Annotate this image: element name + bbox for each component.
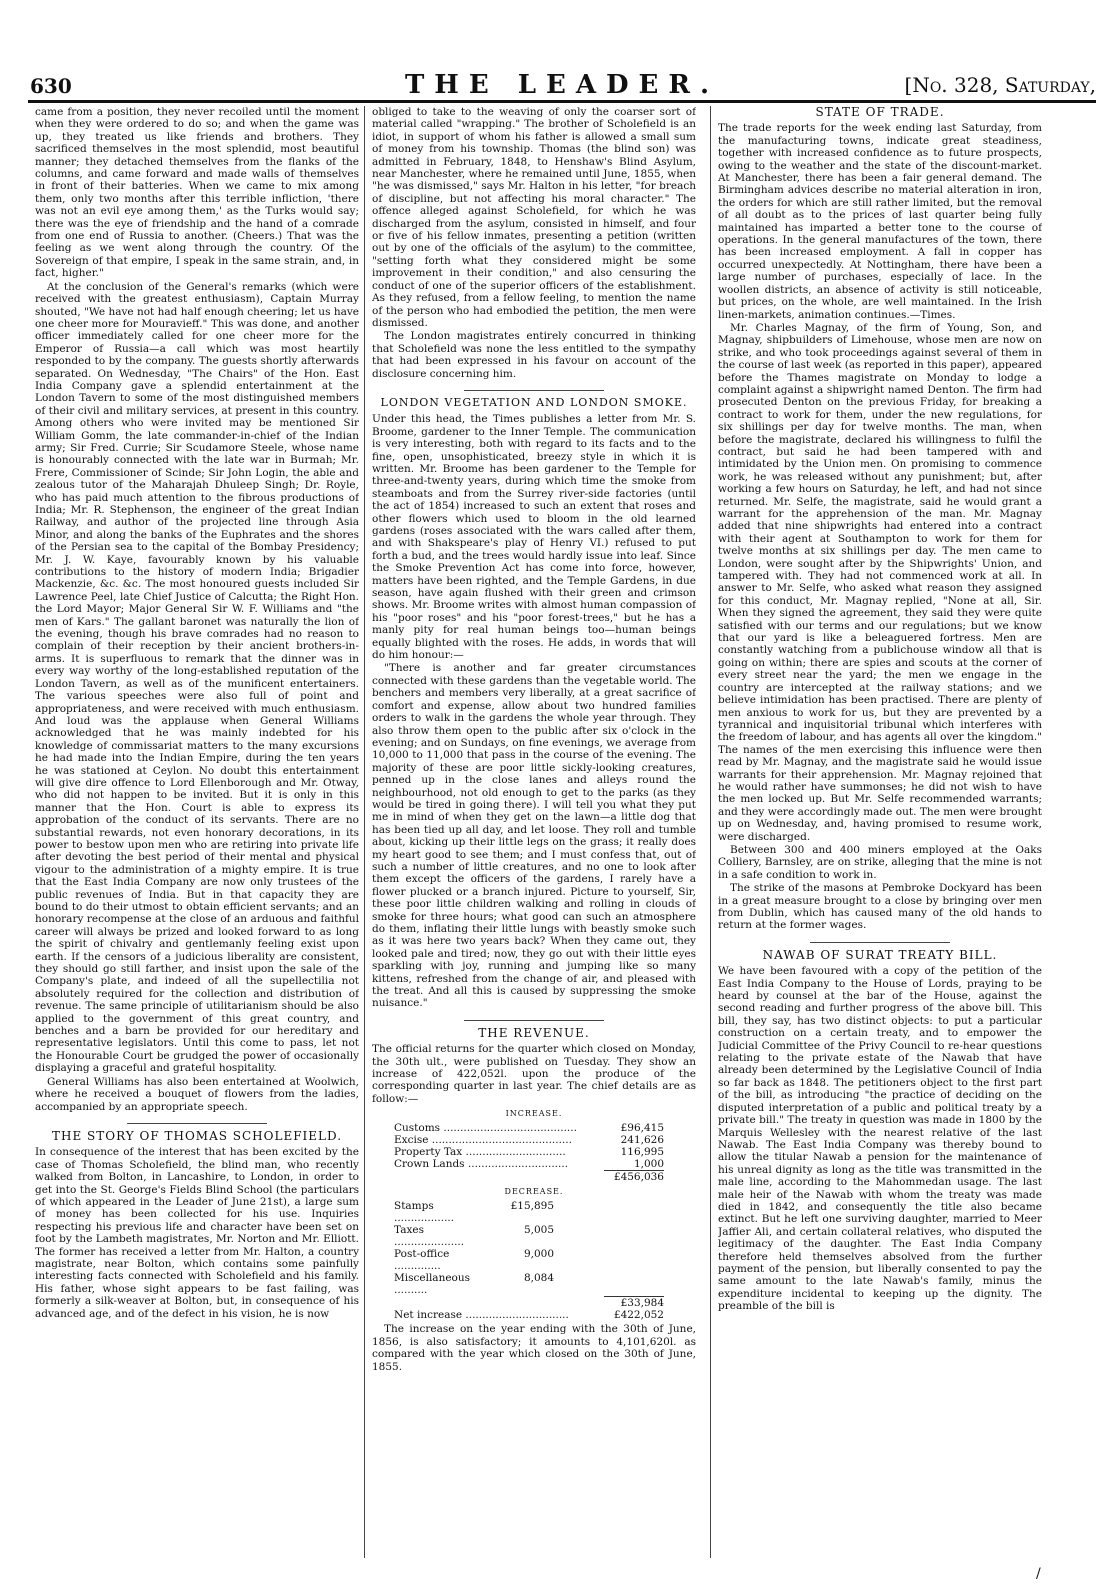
row-value: £96,415	[620, 1122, 664, 1135]
row-value: 1,000	[633, 1158, 664, 1171]
table-row	[372, 1134, 696, 1146]
newspaper-title: THE LEADER.	[404, 70, 720, 100]
section-divider	[464, 1020, 604, 1021]
decrease-total: £33,984	[604, 1296, 664, 1309]
article-paragraph: At the conclusion of the General's remarks (which were received with the greatest enthusiasm), Captain Murray shouted, "We have not had half enough cheering; let us have one cheer more for Mouravieff." This was done, and another officer immediately called for one cheer more for the Emperor of Russia—a call which was most heartily responded to by the company. The guests shortly afterwards separated. On Wednesday, "The Chairs" of the Hon. East India Company gave a splendid entertainment at the London Tavern to some of the most distinguished members of their civil and military services, at present in this country. Among others who were invited may be mentioned Sir William Gomm, the late commander-in-chief of the Indian army; Sir Fred. Currie; Sir Scudamore Steele, whose name is honourably connected with the late war in Burmah; Mr. Frere, Commissioner of Scinde; Sir John Login, the able and zealous tutor of the Maharajah Dhuleep Singh; Dr. Royle, who has paid much attention to the fibrous productions of India; Mr. R. Stephenson, the engineer of the great Indian Railway, and author of the projected line through Asia Minor, and along the banks of the Euphrates and the shores of the Persian sea to the capital of the Bombay Presidency; Mr. J. W. Kaye, favourably known by his valuable contributions to the history of modern India; Brigadier Mackenzie, &c. &c. The most honoured guests included Sir Lawrence Peel, late Chief Justice of Calcutta; the Right Hon. the Lord Mayor; Major General Sir W. F. Williams and "the men of Kars." The gallant baronet was naturally the lion of the evening, though his brave comrades had no reason to complain of their reception by their ancient brothers-in-arms. It is superfluous to remark that the dinner was in every way worthy of the long-established reputation of the London Tavern, as well as of the munificent entertainers. The various speeches were also full of point and appropriateness, and were received with much enthusiasm. And loud was the applause when General Williams acknowledged that he was mainly indebted for his knowledge of commissariat matters to the many excursions he had made into the Indian Empire, during the ten years he was stationed at Ceylon. No doubt this entertainment will give dire offence to Lord Ellenborough and Mr. Otway, who did not happen to be invited. But it is only in this manner that the Hon. Court is able to express its approbation of the conduct of its servants. There are no substantial rewards, not even honorary decorations, in its power to bestow upon men who are retiring into private life after devoting the best period of their mental and physical vigour to the administration of a mighty empire. It is true that the East India Company are now only trustees of the public revenues of India. But in that capacity they are bound to do their utmost to obtain efficient servants; and an honorary recompense at the close of an arduous and faithful career will always be prized and looked forward to as long the spirit of chivalry and gentlemanly feeling exist upon earth. If the censors of a judicious liberality are consistent, they should go still farther, and insist upon the sale of the Company's plate, and indeed of all the supellectilia not absolutely required for the collection and distribution of revenue. The same principle of utilitarianism should be also applied to the government of this great country, and benches and a barn be provided for our hereditary and representative legislators. Until this come to pass, let not the Honourable Court be grudged the power of occasionally displaying a graceful and grateful hospitality.	[35, 280, 359, 1075]
section-divider	[464, 390, 604, 391]
table-row	[372, 1309, 696, 1321]
column-1	[35, 106, 359, 1558]
increase-label: INCREASE.	[505, 1109, 563, 1119]
article-paragraph: In consequence of the interest that has been excited by the case of Thomas Scholefield, the blind man, who recently walked from Bolton, in Lancashire, to London, in order to get into the St. George's Fields Blind School (the particulars of which appeared in the Leader of June 21st), a large sum of money has been collected for his use. Inquiries respecting his previous life and character have been set on foot by the Lambeth magistrates, Mr. Norton and Mr. Elliott. The former has received a letter from Mr. Halton, a country magistrate, near Bolton, which contains some painfully interesting facts connected with Scholefield and his family. His father, whose sight appears to be fast failing, was formerly a silk-weaver at Bolton, but, in consequence of his advanced age, and of the defect in his vision, he is now	[35, 1146, 359, 1320]
column-2	[372, 106, 696, 1558]
row-label: Crown Lands ..............................	[394, 1158, 569, 1171]
increase-total: £456,036	[604, 1170, 664, 1183]
row-value: £15,895	[510, 1200, 554, 1213]
row-label: Property Tax ..............................	[394, 1146, 566, 1159]
article-paragraph: The increase on the year ending with the 30th of June, 1856, is also satisfactory; it amounts to 4,101,620l. as compared with the year which closed on the 30th of June, 1855.	[372, 1323, 696, 1373]
table-row	[372, 1224, 696, 1248]
row-value: 5,005	[523, 1224, 554, 1237]
row-value: 9,000	[523, 1248, 554, 1261]
row-label: Stamps ..................	[394, 1200, 455, 1225]
table-row	[372, 1200, 696, 1224]
section-heading-revenue: THE REVENUE.	[478, 1025, 590, 1040]
section-divider	[810, 942, 950, 943]
table-row	[372, 1122, 696, 1134]
article-paragraph: came from a position, they never recoiled until the moment when they were ordered to do so; and when the game was up, they treated us like friends and brothers. They sacrificed themselves in the most splendid, most beautiful manner; they detached themselves from the flanks of the columns, and came forward and made walls of themselves in front of their batteries. When we came to mix among them, only two months after this terrible infliction, 'there was not an evil eye among them,' as the Turks would say; there was the eye of friendship and the hand of a comrade from one end of Russia to another. (Cheers.) That was the feeling as we went along through the country. Of the Sovereign of that empire, I speak in the same strain, and, in fact, higher."	[35, 106, 359, 280]
article-paragraph: We have been favoured with a copy of the petition of the East India Company to the House of Lords, praying to be heard by counsel at the bar of the House, against the second reading and further progress of the above bill. This bill, they say, has two distinct objects: to put a particular construction on a certain treaty, and to empower the Judicial Committee of the Privy Council to re-hear questions relating to the private estate of the Nawab that have already been determined by the Legislative Council of India so far back as 1848. The petitioners object to the first part of the bill, as introducing "the practice of deciding on the disputed interpretation of a public and political treaty by a private bill." The treaty in question was made in 1800 by the Marquis Wellesley with the nearest relative of the last Nawab. The East India Company was thereby bound to allow the titular Nawab a pension for the maintenance of his unreal dignity as long as the title was transmitted in the male line, according to the Mahommedan usage. The last male heir of the Nawab with whom the treaty was made died in 1842, and consequently the title also became extinct. But he left one surviving daughter, married to Meer Jaffier Ali, and certain collateral relatives, who disputed the legitimacy of the daughter. The East India Company therefore held themselves absolved from the further payment of the pension, but liberally consented to pay the same amount to the late Nawab's family, minus the expenditure incidental to keeping up the dignity. The preamble of the bill is	[718, 965, 1042, 1313]
row-label: Miscellaneous ..........	[394, 1272, 471, 1297]
masthead	[28, 70, 1096, 100]
decrease-label: DECREASE.	[504, 1187, 564, 1197]
row-label: Taxes .....................	[394, 1224, 465, 1249]
section-heading-vegetation: LONDON VEGETATION AND LONDON SMOKE.	[380, 395, 688, 409]
table-row	[372, 1248, 696, 1272]
row-label: Excise ..........................................	[394, 1134, 572, 1147]
article-paragraph: The strike of the masons at Pembroke Dockyard has been in a great measure brought to a close by bringing over men from Dublin, which has caused many of the old hands to return at the former wages.	[718, 882, 1042, 932]
issue-number: [No. 328, Saturday,	[904, 73, 1096, 97]
section-heading-scholefield: THE STORY OF THOMAS SCHOLEFIELD.	[51, 1128, 343, 1143]
article-paragraph: Under this head, the Times publishes a letter from Mr. S. Broome, gardener to the Inner Temple. The communication is very interesting, both with regard to its facts and to the fine, open, unsophisticated, breezy style in which it is written. Mr. Broome has been gardener to the Temple for three-and-twenty years, during which time the smoke from steamboats and from the Surrey river-side factories (until the act of 1854) increased to such an extent that roses and other flowers which used to bloom in the old learned gardens (roses associated with the wars called after them, and with Shakspeare's play of Henry VI.) refused to put forth a bud, and the trees would hardly issue into leaf. Since the Smoke Prevention Act has come into force, however, matters have been righted, and the Temple Gardens, in due season, have again flushed with their green and crimson shows. Mr. Broome writes with almost human compassion of his "poor roses" and his "poor forest-trees," but he has a manly pity for real human beings too—human beings equally blighted with the roses. He adds, in words that will do him honour:—	[372, 413, 696, 662]
row-value: 8,084	[523, 1272, 554, 1285]
article-paragraph: General Williams has also been entertained at Woolwich, where he received a bouquet of flowers from the ladies, accompanied by an appropriate speech.	[35, 1075, 359, 1113]
article-paragraph: The trade reports for the week ending last Saturday, from the manufacturing towns, indicate great steadiness, together with increased confidence as to future prospects, owing to the weather and the state of the discount-market. At Manchester, there has been a fair general demand. The Birmingham advices describe no material alteration in iron, the orders for which are still rather limited, but the removal of all doubt as to the prices of last quarter being fully maintained has imparted a better tone to the course of operations. In the general manufactures of the town, there has been increased employment. A fall in copper has occurred unexpectedly. At Nottingham, there have been a large number of purchases, especially of lace. In the woollen districts, an absence of activity is still noticeable, but prices, on the whole, are well maintained. In the Irish linen-markets, animation continues.—Times.	[718, 122, 1042, 321]
net-label: Net increase ...............................	[394, 1309, 569, 1322]
section-heading-nawab: NAWAB OF SURAT TREATY BILL.	[762, 947, 998, 962]
article-paragraph: The official returns for the quarter which closed on Monday, the 30th ult., were published on Tuesday. They show an increase of 422,052l. upon the produce of the corresponding quarter in last year. The chief details are as follow:—	[372, 1043, 696, 1105]
article-paragraph: obliged to take to the weaving of only the coarser sort of material called "wrapping." The brother of Scholefield is an idiot, in support of whom his father is allowed a small sum of money from his township. Thomas (the blind son) was admitted in February, 1848, to Henshaw's Blind Asylum, near Manchester, where he remained until June, 1855, when "he was dismissed," says Mr. Halton in his letter, "for breach of discipline, but not affecting his moral character." The offence alleged against Scholefield, for which he was discharged from the asylum, consisted in himself, and four or five of his fellow inmates, presenting a petition (written out by one of the officials of the asylum) to the committee, "setting forth what they considered might be some improvement in their condition," and also censuring the conduct of one of the superior officers of the establishment. As they refused, from a fellow feeling, to mention the name of the person who had embodied the petition, the men were dismissed.	[372, 106, 696, 329]
article-paragraph: Mr. Charles Magnay, of the firm of Young, Son, and Magnay, shipbuilders of Limehouse, whose men are now on strike, and who took proceedings against several of them in the course of last week (as reported in this paper), appeared before the Thames magistrate on Monday to lodge a complaint against a shipwright named Denton. The firm had prosecuted Denton on the previous Friday, for breaking a contract to work for them, under the new regulations, for six shillings per day for twelve months. The man, when before the magistrate, declared his willingness to fulfil the contract, but said he had been tampered with and intimidated by the Union men. On promising to commence work, he was released without any punishment; but, after working a few hours on Saturday, he left, and had not since returned. Mr. Selfe, the magistrate, said he would grant a warrant for the apprehension of the man. Mr. Magnay added that nine shipwrights had entered into a contract with their agent at Southampton to work for them for twelve months at six shillings per day. The men came to London, were sought after by the Shipwrights' Union, and tampered with. They had not commenced work at all. In answer to Mr. Selfe, who asked what reason they assigned for this conduct, Mr. Magnay replied, "None at all, Sir. When they signed the agreement, they said they were quite satisfied with our terms and our regulations; but we know that our yard is like a beleaguered fortress. Men are constantly watching from a publichouse window all that is going on within; there are spies and scouts at the corner of every street near the yard; the men we engage in the country are intercepted at the railway stations; and we believe intimidation has been practised. There are plenty of men anxious to work for us, but they are prevented by a tyrannical and inquisitorial tribunal which interferes with the freedom of labour, and has agents all over the kingdom." The names of the men exercising this influence were then read by Mr. Magnay, and the magistrate said he would issue warrants for their apprehension. Mr. Magnay rejoined that he would rather have summonses; he did not wish to have the men locked up. But Mr. Selfe recommended warrants; and they were accordingly made out. The men were brought up on Wednesday, and, having promised to resume work, were discharged.	[718, 321, 1042, 843]
row-label: Post-office ..............	[394, 1248, 450, 1273]
top-rule	[28, 100, 1096, 103]
row-value: 241,626	[620, 1134, 664, 1147]
table-row	[372, 1170, 696, 1183]
row-value: 116,995	[620, 1146, 664, 1159]
revenue-table	[372, 1108, 696, 1321]
column-divider	[710, 106, 711, 1558]
page-number: 630	[30, 74, 72, 98]
section-divider	[127, 1123, 267, 1124]
article-paragraph: "There is another and far greater circumstances connected with these gardens than the vegetable world. The benchers and members very liberally, at a great sacrifice of comfort and expense, allow about two hundred families orders to walk in the gardens the whole year through. They also throw them open to the public after six o'clock in the evening; and on Sundays, on fine evenings, we average from 10,000 to 11,000 that pass in the course of the evening. The majority of these are poor little sickly-looking creatures, penned up in the close lanes and alleys round the neighbourhood, not old enough to get to the parks (as they would be tired in going there). I will tell you what they put me in mind of when they get on the lawn—a little dog that has been tied up all day, and let loose. They roll and tumble about, kicking up their little legs on the grass; it really does my heart good to see them; and I must confess that, out of such a number of little creatures, and no one to look after them except the officers of the gardens, I rarely have a flower plucked or a branch injured. Picture to yourself, Sir, these poor little children walking and rolling in clouds of smoke for three hours; what good can such an atmosphere do them, inflating their little lungs with beastly smoke such as it was here two years back? When they came out, they looked pale and tired; now, they go out with their little eyes sparkling with joy, running and jumping like so many kittens, refreshed from the change of air, and pleased with the treat. And all this is caused by suppressing the smoke nuisance."	[372, 662, 696, 1010]
table-row	[372, 1146, 696, 1158]
section-heading-trade: STATE OF TRADE.	[815, 106, 945, 119]
row-label: Customs ........................................	[394, 1122, 577, 1135]
column-divider	[364, 106, 365, 1558]
table-row	[372, 1272, 696, 1296]
article-paragraph: The London magistrates entirely concurred in thinking that Scholefield was none the less entitled to the sympathy that had been expressed in his favour on account of the disclosure concerning him.	[372, 330, 696, 380]
footer-mark: /	[1036, 1566, 1041, 1582]
net-value: £422,052	[613, 1309, 664, 1322]
column-3	[718, 106, 1042, 1558]
article-paragraph: Between 300 and 400 miners employed at the Oaks Colliery, Barnsley, are on strike, alleging that the mine is not in a safe condition to work in.	[718, 843, 1042, 881]
table-row	[372, 1158, 696, 1170]
table-row	[372, 1296, 696, 1309]
